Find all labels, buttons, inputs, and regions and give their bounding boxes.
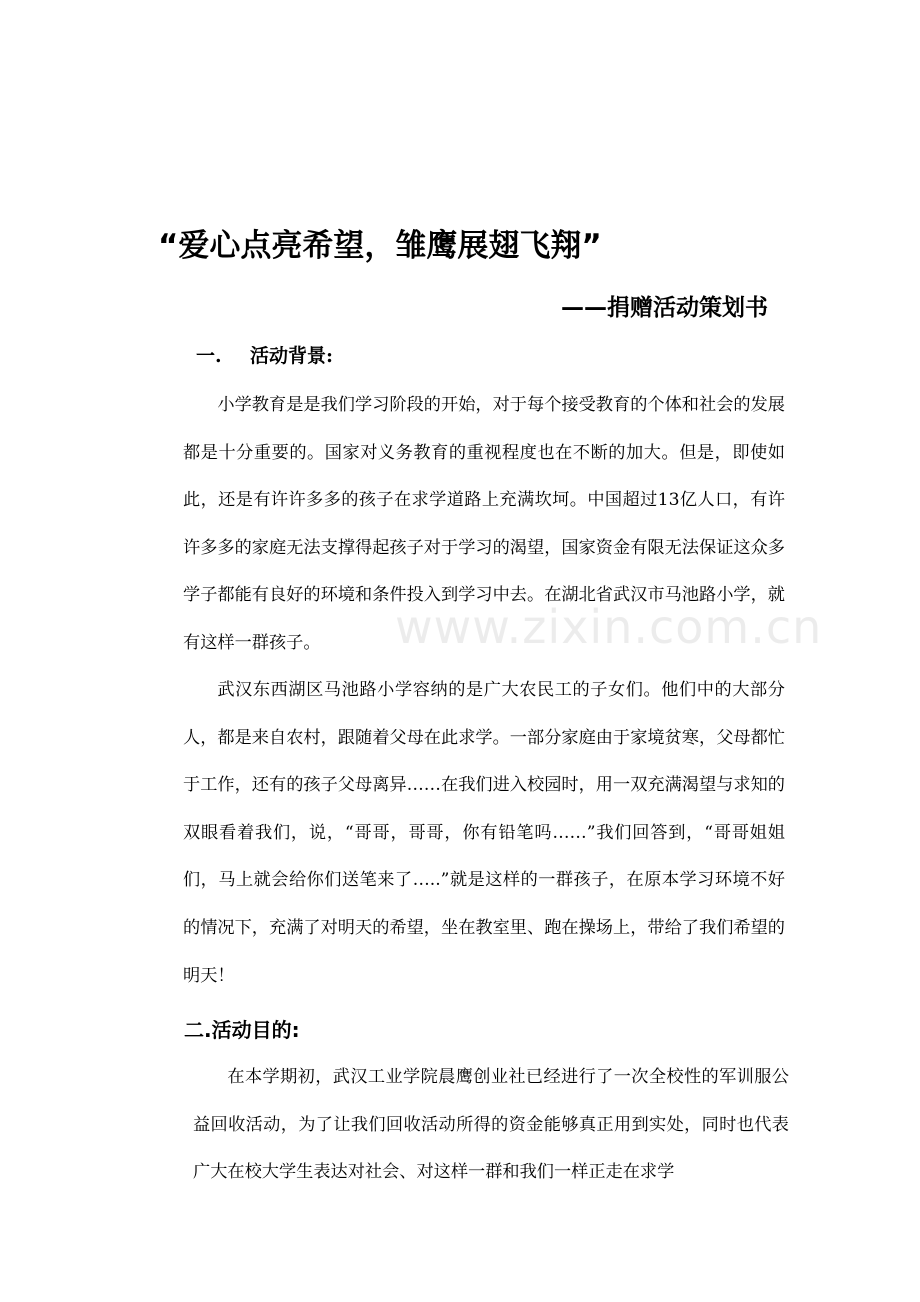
paragraph-background-2: 武汉东西湖区马池路小学容纳的是广大农民工的子女们。他们中的大部分人，都是来自农村，跟随着父母在此求学。一部分家庭由于家境贫寒，父母都忙于工作，还有的孩子父母离异……在我们进入校园时，用一双充满渴望与求知的双眼看着我们，说，“哥哥，哥哥，你有铅笔吗……”我们回答到，“哥哥姐姐们，马上就会给你们送笔来了…..”就是这样的一群孩子，在原本学习环境不好的情况下，充满了对明天的希望，坐在教室里、跑在操场上，带给了我们希望的明天！: [183, 680, 785, 986]
section-heading-purpose: 二.活动目的:: [184, 1018, 300, 1042]
watermark: www.zixin.com.cn: [395, 600, 823, 654]
document-subtitle: ——捐赠活动策划书: [561, 295, 768, 321]
document-title: “爱心点亮希望，雏鹰展翅飞翔”: [158, 228, 602, 264]
section-heading-background: [196, 338, 333, 374]
paragraph-purpose-1: 在本学期初，武汉工业学院晨鹰创业社已经进行了一次全校性的军训服公益回收活动，为了让我们回收活动所得的资金能够真正用到实处，同时也代表广大在校大学生表达对社会、对这样一群和我们一样正走在求学: [193, 1067, 789, 1183]
section-heading-text: 活动背景:: [250, 345, 334, 367]
paragraph-background-1: 小学教育是是我们学习阶段的开始，对于每个接受教育的个体和社会的发展都是十分重要的。国家对义务教育的重视程度也在不断的加大。但是，即使如此，还是有许许多多的孩子在求学道路上充满坎坷。中国超过13亿人口，有许许多多的家庭无法支撑得起孩子对于学习的渴望，国家资金有限无法保证这众多学子都能有良好的环境和条件投入到学习中去。在湖北省武汉市马池路小学，就有这样一群孩子。: [183, 395, 785, 653]
section-number: 一.: [196, 345, 222, 367]
